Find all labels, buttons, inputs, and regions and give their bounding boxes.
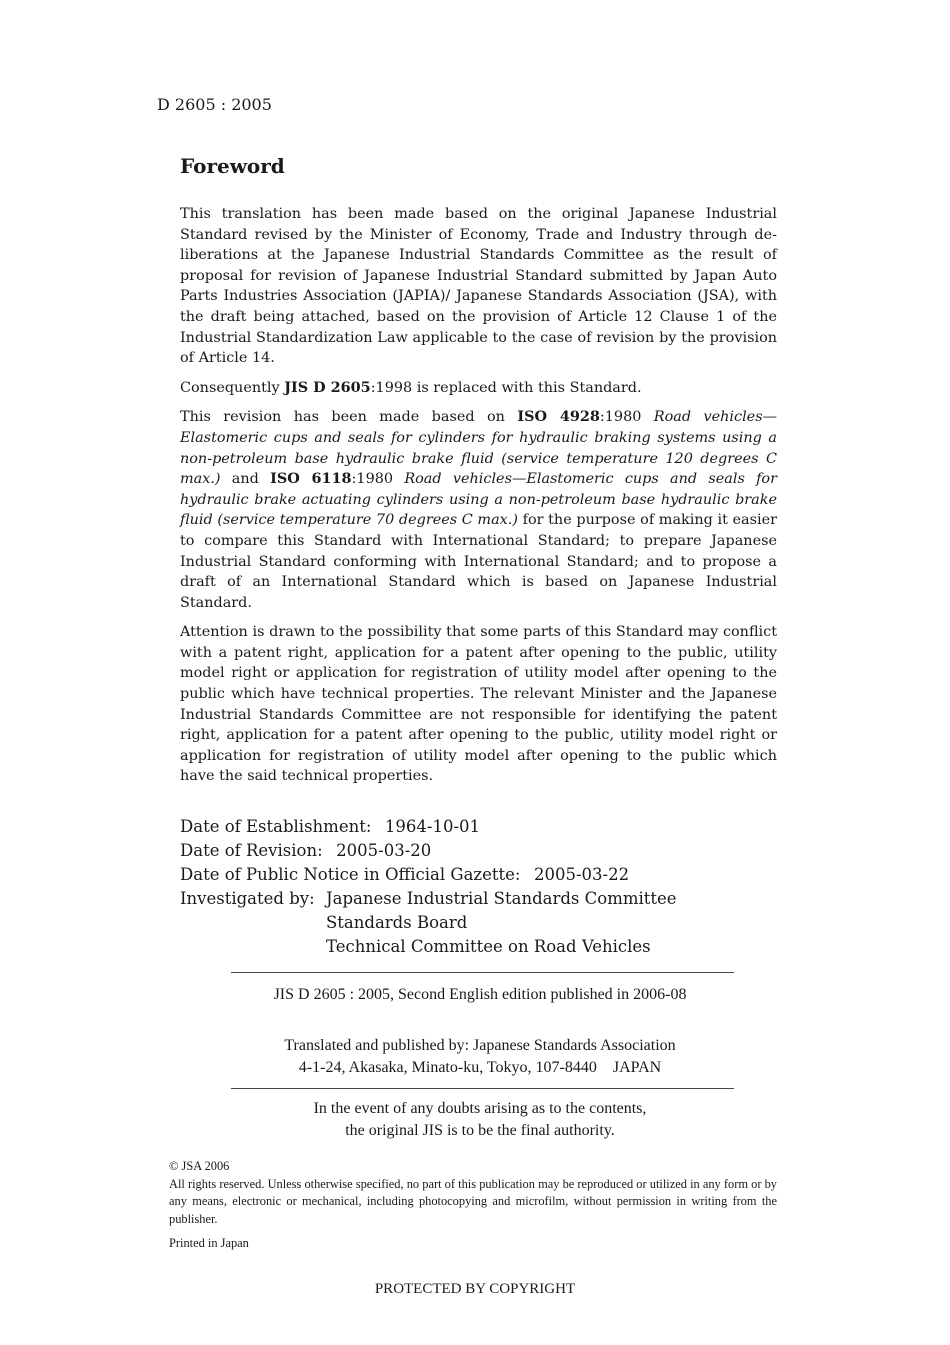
text: This revision has been made based on (180, 409, 518, 426)
investigated-label: Investigated by: (180, 889, 315, 908)
investigator: Japanese Industrial Standards Committee (326, 889, 677, 908)
investigators-list (326, 887, 677, 959)
iso-ref: ISO 4928 (517, 408, 600, 426)
investigated-by (180, 887, 677, 959)
page-title: Foreword (180, 154, 285, 178)
divider (231, 972, 734, 973)
iso-title: Road vehicles—Elastomeric cups and seals for hydraulic brake actuating cylinders using a non-petroleum base hydraulic brake fluid (service temperature 70 degrees C max.) (180, 471, 777, 529)
standard-ref: JIS D 2605 (284, 378, 371, 396)
text: for the purpose of making it easier to compare this Standard with International Standard; to prepare Japanese Industrial Standard conforming with International Standard; and to propose a draft of an International Standard which is based on Japanese Industrial Standard. (180, 512, 777, 611)
paragraph-revision (180, 407, 777, 613)
authority-line: the original JIS is to be the final authority. (345, 1122, 615, 1139)
iso-title: Road vehicles— Elastomeric cups and seals for cylinders for hydraulic braking systems using a non-petroleum base hydraulic brake fluid (service temperature 120 degrees C max.) (180, 409, 777, 488)
paragraph-translation: This translation has been made based on the original Japanese Industrial Standard revised by the Minister of Economy, Trade and Industry through de-liberations at the Japanese Industrial Standards Committee as the result of proposal for revision of Japanese Industrial Standard submitted by Japan Auto Parts Industries Association (JAPIA)/ Japanese Standards Association (JSA), with the draft being attached, based on the provision of Article 12 Clause 1 of the Industrial Standardization Law applicable to the case of revision by the provision of Article 14. (180, 206, 777, 367)
authority-line: In the event of any doubts arising as to the contents, (313, 1100, 647, 1117)
rights-reserved: All rights reserved. Unless otherwise specified, no part of this publication may be reproduced or utilized in any form or by any means, electronic or mechanical, including photocopying and microfilm, without permission in writing from the publisher. (169, 1176, 777, 1226)
edition-info: JIS D 2605 : 2005, Second English edition published in 2006-08 (273, 986, 687, 1003)
date-establishment: Date of Establishment: 1964-10-01 (180, 817, 481, 836)
legal-notice (169, 1158, 777, 1228)
text: Consequently (180, 379, 285, 396)
date-revision: Date of Revision: 2005-03-20 (180, 841, 432, 860)
dates-block (180, 815, 677, 959)
investigator: Technical Committee on Road Vehicles (326, 937, 651, 956)
publisher-line: Translated and published by: Japanese Standards Association (284, 1037, 676, 1054)
printed-in: Printed in Japan (169, 1236, 249, 1250)
text: :1998 is replaced with this Standard. (370, 379, 642, 396)
document-id: D 2605 : 2005 (157, 95, 272, 114)
date-public-notice: Date of Public Notice in Official Gazette: 2005-03-22 (180, 865, 630, 884)
paragraph-patent: Attention is drawn to the possibility that some parts of this Standard may conflict with a patent right, application for a patent after opening to the public, utility model right or application for registration of utility model after opening to the public which have technical properties. The relevant Minister and the Japanese Industrial Standards Committee are not responsible for identifying the patent right, application for a patent after opening to the public, utility model right or application for registration of utility model after opening to the public which have the said technical properties. (180, 624, 777, 785)
divider (231, 1088, 734, 1089)
text: :1980 (599, 409, 654, 426)
foreword-body (180, 204, 777, 796)
iso-ref: ISO 6118 (270, 470, 352, 488)
publisher-address: 4-1-24, Akasaka, Minato-ku, Tokyo, 107-8440 JAPAN (298, 1059, 662, 1076)
investigator: Standards Board (326, 913, 468, 932)
copyright-footer: PROTECTED BY COPYRIGHT (374, 1281, 576, 1297)
paragraph-replacement (180, 378, 777, 399)
copyright-line: © JSA 2006 (169, 1159, 230, 1173)
text: :1980 (351, 471, 405, 488)
authority-notice (180, 1098, 780, 1142)
publisher-info (180, 1035, 780, 1079)
text: and (220, 471, 271, 488)
